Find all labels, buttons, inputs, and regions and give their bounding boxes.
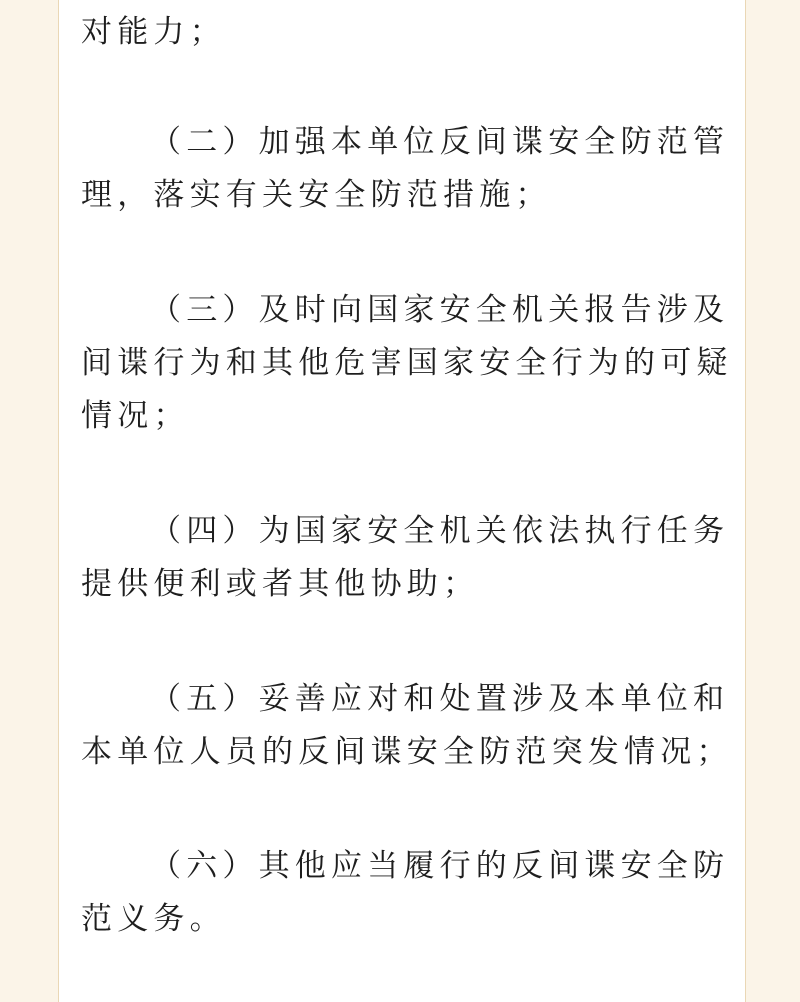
paragraph-item-4 <box>81 505 741 611</box>
text-line: 对能力； <box>81 14 226 50</box>
text-line: 本单位人员的反间谍安全防范突发情况； <box>81 734 733 770</box>
text-line: （二）加强本单位反间谍安全防范管 <box>150 124 730 160</box>
text-line: （三）及时向国家安全机关报告涉及 <box>150 292 730 328</box>
text-line: （六）其他应当履行的反间谍安全防 <box>150 848 730 884</box>
text-line: 范义务。 <box>81 901 226 937</box>
paragraph-item-6 <box>81 840 741 946</box>
text-line: 提供便利或者其他协助； <box>81 566 480 602</box>
text-line: 情况； <box>81 398 190 434</box>
paragraph-continuation <box>81 6 741 59</box>
text-line: 理，落实有关安全防范措施； <box>81 177 552 213</box>
text-line: （五）妥善应对和处置涉及本单位和 <box>150 681 730 717</box>
paragraph-item-5 <box>81 673 741 779</box>
paragraph-item-3 <box>81 284 741 443</box>
paragraph-item-2 <box>81 116 741 222</box>
document-page <box>58 0 746 1002</box>
text-line: 间谍行为和其他危害国家安全行为的可疑 <box>81 345 733 381</box>
text-line: （四）为国家安全机关依法执行任务 <box>150 513 730 549</box>
